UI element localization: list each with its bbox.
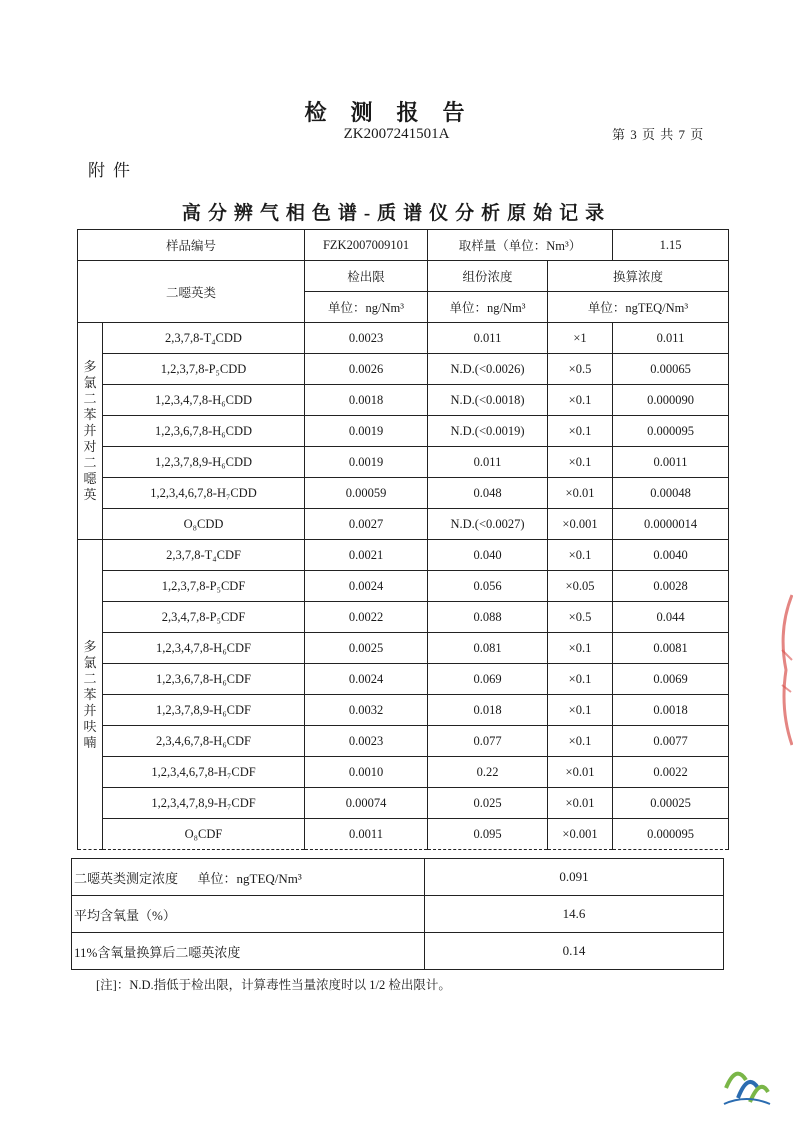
table-row xyxy=(78,385,729,416)
component-conc: 0.069 xyxy=(428,664,548,695)
congener-name: 1,2,3,4,7,8-H₆CDF xyxy=(103,633,305,664)
component-conc: 0.088 xyxy=(428,602,548,633)
total-value: 0.091 xyxy=(425,859,724,896)
component-conc: 0.095 xyxy=(428,819,548,850)
congener-name: 1,2,3,7,8-P₅CDF xyxy=(103,571,305,602)
teq-value: 0.00025 xyxy=(613,788,729,819)
tef-factor: ×0.01 xyxy=(548,788,613,819)
congener-name: 1,2,3,7,8,9-H₆CDF xyxy=(103,695,305,726)
column-header-row xyxy=(78,261,729,292)
detect-limit: 0.0023 xyxy=(305,323,428,354)
detect-limit: 0.0025 xyxy=(305,633,428,664)
report-number: ZK2007241501A xyxy=(343,126,450,142)
corrected-row xyxy=(72,933,724,970)
tef-factor: ×0.1 xyxy=(548,447,613,478)
congener-rows xyxy=(78,323,729,850)
component-conc: 0.056 xyxy=(428,571,548,602)
teq-value: 0.0028 xyxy=(613,571,729,602)
table-title: 高分辨气相色谱-质谱仪分析原始记录 xyxy=(181,203,612,224)
oxygen-row xyxy=(72,896,724,933)
group-char: 二 xyxy=(83,455,97,470)
table-row xyxy=(78,509,729,540)
group-label-pcdf xyxy=(78,540,103,850)
converted-conc-unit: 单位：ngTEQ/Nm³ xyxy=(548,292,729,323)
detect-limit-header: 检出限 xyxy=(305,261,428,292)
congener-name: 1,2,3,4,6,7,8-H₇CDD xyxy=(103,478,305,509)
detect-limit: 0.0011 xyxy=(305,819,428,850)
tef-factor: ×0.001 xyxy=(548,819,613,850)
summary-table xyxy=(71,858,724,970)
group-char: 氯 xyxy=(83,654,97,670)
volume-value: 1.15 xyxy=(613,230,729,261)
teq-value: 0.0018 xyxy=(613,695,729,726)
red-stamp-mark xyxy=(772,590,793,750)
tef-factor: ×0.05 xyxy=(548,571,613,602)
tef-factor: ×1 xyxy=(548,323,613,354)
sample-no-label: 样品编号 xyxy=(78,230,305,261)
tef-factor: ×0.1 xyxy=(548,385,613,416)
tef-factor: ×0.5 xyxy=(548,602,613,633)
congener-name: 1,2,3,4,7,8,9-H₇CDF xyxy=(103,788,305,819)
table-row xyxy=(78,354,729,385)
table-row xyxy=(78,695,729,726)
teq-value: 0.0040 xyxy=(613,540,729,571)
teq-value: 0.00048 xyxy=(613,478,729,509)
detect-limit: 0.0019 xyxy=(305,447,428,478)
tef-factor: ×0.001 xyxy=(548,509,613,540)
component-conc: N.D.(<0.0018) xyxy=(428,385,548,416)
detect-limit-unit: 单位：ng/Nm³ xyxy=(305,292,428,323)
teq-value: 0.0022 xyxy=(613,757,729,788)
table-row xyxy=(78,416,729,447)
component-conc: 0.048 xyxy=(428,478,548,509)
corrected-value: 0.14 xyxy=(425,933,724,970)
table-row xyxy=(78,633,729,664)
detect-limit: 0.0021 xyxy=(305,540,428,571)
table-row xyxy=(78,571,729,602)
teq-value: 0.0069 xyxy=(613,664,729,695)
component-conc: 0.025 xyxy=(428,788,548,819)
component-conc-header: 组份浓度 xyxy=(428,261,548,292)
detect-limit: 0.0026 xyxy=(305,354,428,385)
congener-name: 2,3,7,8-T₄CDF xyxy=(103,540,305,571)
congener-name: 1,2,3,7,8-P₅CDD xyxy=(103,354,305,385)
tef-factor: ×0.1 xyxy=(548,633,613,664)
component-conc: 0.040 xyxy=(428,540,548,571)
component-conc: 0.011 xyxy=(428,323,548,354)
congener-name: O₈CDF xyxy=(103,819,305,850)
group-char: 喃 xyxy=(83,734,97,750)
group-char: 二 xyxy=(83,670,97,686)
component-conc: 0.077 xyxy=(428,726,548,757)
group-label-pcdd xyxy=(78,323,103,540)
table-row xyxy=(78,819,729,850)
detect-limit: 0.0024 xyxy=(305,664,428,695)
congener-name: 1,2,3,4,7,8-H₆CDD xyxy=(103,385,305,416)
dioxin-header: 二噁英类 xyxy=(78,261,305,323)
congener-name: 1,2,3,6,7,8-H₆CDD xyxy=(103,416,305,447)
table-row xyxy=(78,323,729,354)
total-row xyxy=(72,859,724,896)
table-row xyxy=(78,757,729,788)
component-conc: 0.22 xyxy=(428,757,548,788)
tef-factor: ×0.1 xyxy=(548,540,613,571)
page-indicator: 第 3 页 共 7 页 xyxy=(612,127,705,142)
detect-limit: 0.00059 xyxy=(305,478,428,509)
congener-name: 2,3,4,7,8-P₅CDF xyxy=(103,602,305,633)
detect-limit: 0.0023 xyxy=(305,726,428,757)
sample-no-value: FZK2007009101 xyxy=(305,230,428,261)
footnote: [注]：N.D.指低于检出限，计算毒性当量浓度时以 1/2 检出限计。 xyxy=(96,978,451,992)
detect-limit: 0.0027 xyxy=(305,509,428,540)
teq-value: 0.0000014 xyxy=(613,509,729,540)
congener-name: 1,2,3,4,6,7,8-H₇CDF xyxy=(103,757,305,788)
corrected-label: 11%含氧量换算后二噁英浓度 xyxy=(72,933,425,970)
volume-label: 取样量（单位：Nm³） xyxy=(428,230,613,261)
detect-limit: 0.0024 xyxy=(305,571,428,602)
report-title: 检测报告 xyxy=(304,100,489,125)
group-char: 英 xyxy=(83,487,97,502)
company-logo-icon xyxy=(718,1058,774,1108)
group-char: 多 xyxy=(83,359,97,374)
group-char: 对 xyxy=(83,439,97,454)
group-char: 二 xyxy=(83,391,97,406)
tef-factor: ×0.5 xyxy=(548,354,613,385)
congener-name: 1,2,3,6,7,8-H₆CDF xyxy=(103,664,305,695)
sample-info-row xyxy=(78,230,729,261)
detect-limit: 0.0032 xyxy=(305,695,428,726)
tef-factor: ×0.01 xyxy=(548,757,613,788)
component-conc-unit: 单位：ng/Nm³ xyxy=(428,292,548,323)
tef-factor: ×0.1 xyxy=(548,726,613,757)
tef-factor: ×0.1 xyxy=(548,664,613,695)
congener-name: O₈CDD xyxy=(103,509,305,540)
detect-limit: 0.0018 xyxy=(305,385,428,416)
group-char: 噁 xyxy=(83,471,97,486)
oxygen-label: 平均含氧量（%） xyxy=(72,896,425,933)
detect-limit: 0.0010 xyxy=(305,757,428,788)
component-conc: 0.018 xyxy=(428,695,548,726)
table-row xyxy=(78,664,729,695)
congener-name: 2,3,7,8-T₄CDD xyxy=(103,323,305,354)
teq-value: 0.0077 xyxy=(613,726,729,757)
detect-limit: 0.00074 xyxy=(305,788,428,819)
component-conc: 0.081 xyxy=(428,633,548,664)
teq-value: 0.0011 xyxy=(613,447,729,478)
table-row xyxy=(78,478,729,509)
teq-value: 0.000095 xyxy=(613,819,729,850)
group-char: 并 xyxy=(83,423,97,438)
teq-value: 0.0081 xyxy=(613,633,729,664)
table-row xyxy=(78,540,729,571)
teq-value: 0.044 xyxy=(613,602,729,633)
converted-conc-header: 换算浓度 xyxy=(548,261,729,292)
group-char: 苯 xyxy=(83,686,97,702)
tef-factor: ×0.1 xyxy=(548,695,613,726)
group-char: 并 xyxy=(83,702,97,718)
detect-limit: 0.0019 xyxy=(305,416,428,447)
tef-factor: ×0.01 xyxy=(548,478,613,509)
table-row xyxy=(78,602,729,633)
table-row xyxy=(78,788,729,819)
teq-value: 0.000090 xyxy=(613,385,729,416)
group-char: 呋 xyxy=(83,718,97,734)
congener-name: 2,3,4,6,7,8-H₆CDF xyxy=(103,726,305,757)
teq-value: 0.011 xyxy=(613,323,729,354)
total-label: 二噁英类测定浓度 单位：ngTEQ/Nm³ xyxy=(72,859,425,896)
congener-name: 1,2,3,7,8,9-H₆CDD xyxy=(103,447,305,478)
tef-factor: ×0.1 xyxy=(548,416,613,447)
detect-limit: 0.0022 xyxy=(305,602,428,633)
group-char: 多 xyxy=(83,638,97,654)
group-char: 氯 xyxy=(83,375,97,390)
component-conc: N.D.(<0.0026) xyxy=(428,354,548,385)
table-row xyxy=(78,726,729,757)
group-char: 苯 xyxy=(83,407,97,422)
component-conc: N.D.(<0.0019) xyxy=(428,416,548,447)
teq-value: 0.00065 xyxy=(613,354,729,385)
attachment-label: 附件 xyxy=(88,161,138,180)
teq-value: 0.000095 xyxy=(613,416,729,447)
component-conc: N.D.(<0.0027) xyxy=(428,509,548,540)
component-conc: 0.011 xyxy=(428,447,548,478)
analysis-record-table xyxy=(77,229,729,850)
table-row xyxy=(78,447,729,478)
oxygen-value: 14.6 xyxy=(425,896,724,933)
